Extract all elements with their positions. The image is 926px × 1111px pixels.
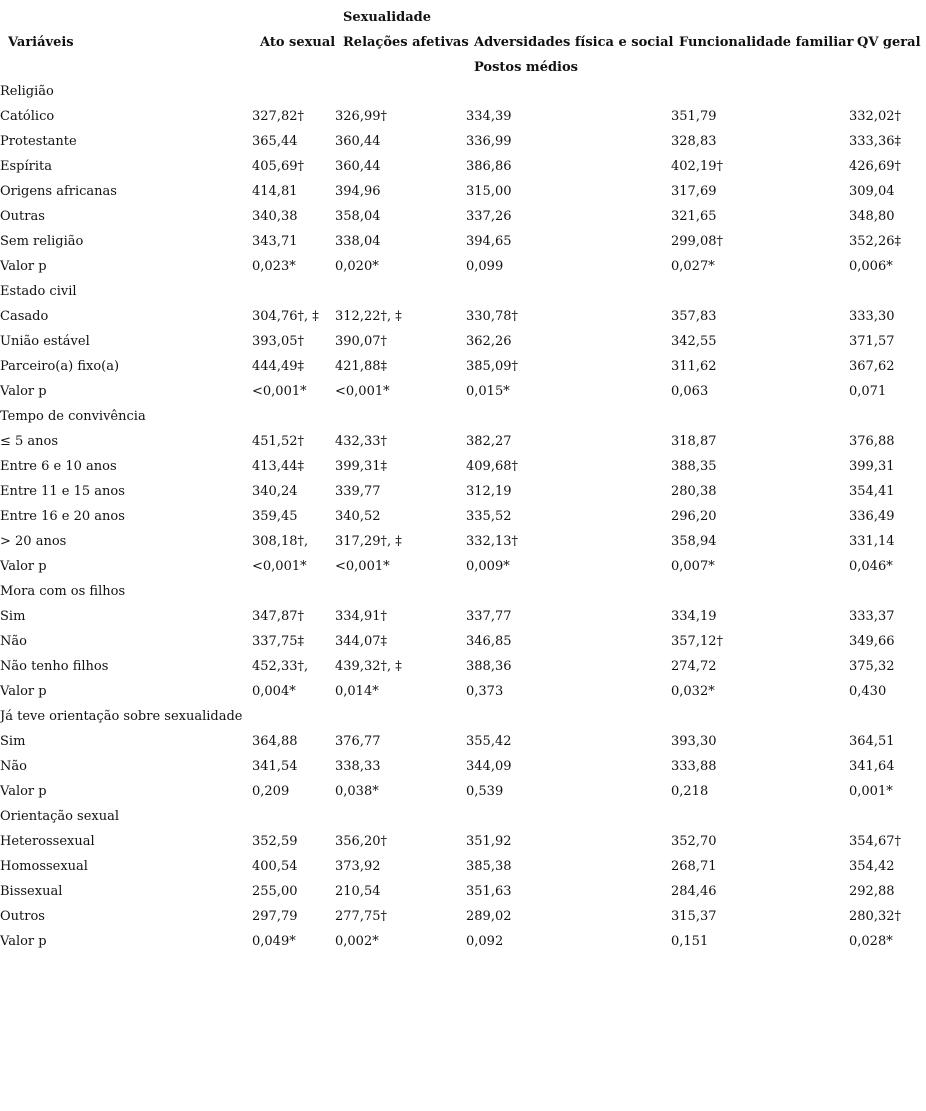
relacoes-afetivas-cell: 373,92 <box>335 859 381 874</box>
adversidades-cell: 337,26 <box>466 209 512 224</box>
adversidades-cell: 344,09 <box>466 759 512 774</box>
adversidades-cell: 394,65 <box>466 234 512 249</box>
row-label: > 20 anos <box>0 534 67 549</box>
funcionalidade-cell: 296,20 <box>671 509 717 524</box>
qv-geral-cell: 354,41 <box>849 484 895 499</box>
table-row <box>0 179 926 204</box>
empty-cell <box>466 579 671 604</box>
ato-sexual-cell: 341,54 <box>252 759 298 774</box>
header-relacoes-afetivas: Relações afetivas <box>343 35 469 50</box>
section-label: Religião <box>0 84 54 99</box>
table-row <box>0 904 926 929</box>
ato-sexual-cell: 393,05† <box>252 334 304 349</box>
funcionalidade-cell: 280,38 <box>671 484 717 499</box>
ato-sexual-cell: 452,33†, <box>252 659 309 674</box>
relacoes-afetivas-cell: 0,020* <box>335 259 379 274</box>
row-label: Valor p <box>0 784 47 799</box>
adversidades-cell: 351,92 <box>466 834 512 849</box>
ato-sexual-cell: 255,00 <box>252 884 298 899</box>
adversidades-cell: 409,68† <box>466 459 518 474</box>
qv-geral-cell: 354,67† <box>849 834 901 849</box>
table-row <box>0 929 926 954</box>
table-row <box>0 529 926 554</box>
section-row <box>0 804 926 829</box>
section-row <box>0 579 926 604</box>
row-label: Sim <box>0 734 26 749</box>
ato-sexual-cell: 0,004* <box>252 684 296 699</box>
funcionalidade-cell: 0,063 <box>671 384 709 399</box>
funcionalidade-cell: 274,72 <box>671 659 717 674</box>
funcionalidade-cell: 402,19† <box>671 159 723 174</box>
empty-cell <box>849 804 926 829</box>
funcionalidade-cell: 0,218 <box>671 784 709 799</box>
empty-cell <box>335 404 466 429</box>
funcionalidade-cell: 334,19 <box>671 609 717 624</box>
adversidades-cell: 386,86 <box>466 159 512 174</box>
table-row <box>0 754 926 779</box>
empty-cell <box>335 79 466 104</box>
relacoes-afetivas-cell: 344,07‡ <box>335 634 387 649</box>
adversidades-cell: 0,539 <box>466 784 504 799</box>
table-row <box>0 679 926 704</box>
qv-geral-cell: 426,69† <box>849 159 901 174</box>
funcionalidade-cell: 328,83 <box>671 134 717 149</box>
relacoes-afetivas-cell: 0,014* <box>335 684 379 699</box>
header-variaveis: Variáveis <box>8 35 74 50</box>
funcionalidade-cell: 352,70 <box>671 834 717 849</box>
qv-geral-cell: 332,02† <box>849 109 901 124</box>
section-row <box>0 79 926 104</box>
relacoes-afetivas-cell: 360,44 <box>335 134 381 149</box>
ato-sexual-cell: 0,209 <box>252 784 290 799</box>
relacoes-afetivas-cell: 210,54 <box>335 884 381 899</box>
table-row <box>0 104 926 129</box>
table-row <box>0 879 926 904</box>
relacoes-afetivas-cell: 356,20† <box>335 834 387 849</box>
ato-sexual-cell: 365,44 <box>252 134 298 149</box>
relacoes-afetivas-cell: <0,001* <box>335 384 390 399</box>
row-label: Origens africanas <box>0 184 117 199</box>
funcionalidade-cell: 0,151 <box>671 934 709 949</box>
funcionalidade-cell: 357,83 <box>671 309 717 324</box>
relacoes-afetivas-cell: 0,038* <box>335 784 379 799</box>
adversidades-cell: 346,85 <box>466 634 512 649</box>
adversidades-cell: 334,39 <box>466 109 512 124</box>
table-row <box>0 729 926 754</box>
funcionalidade-cell: 315,37 <box>671 909 717 924</box>
table-row <box>0 654 926 679</box>
qv-geral-cell: 349,66 <box>849 634 895 649</box>
row-label: Parceiro(a) fixo(a) <box>0 359 120 374</box>
table-row <box>0 154 926 179</box>
adversidades-cell: 0,099 <box>466 259 504 274</box>
funcionalidade-cell: 268,71 <box>671 859 717 874</box>
adversidades-cell: 385,38 <box>466 859 512 874</box>
qv-geral-cell: 399,31 <box>849 459 895 474</box>
adversidades-cell: 351,63 <box>466 884 512 899</box>
section-row <box>0 704 926 729</box>
adversidades-cell: 330,78† <box>466 309 518 324</box>
funcionalidade-cell: 357,12† <box>671 634 723 649</box>
row-label: Valor p <box>0 684 47 699</box>
header-funcionalidade: Funcionalidade familiar <box>679 35 854 50</box>
qv-geral-cell: 354,42 <box>849 859 895 874</box>
relacoes-afetivas-cell: 358,04 <box>335 209 381 224</box>
empty-cell <box>466 704 671 729</box>
ato-sexual-cell: 297,79 <box>252 909 298 924</box>
adversidades-cell: 388,36 <box>466 659 512 674</box>
table-row <box>0 779 926 804</box>
qv-geral-cell: 309,04 <box>849 184 895 199</box>
table-row <box>0 429 926 454</box>
relacoes-afetivas-cell: 399,31‡ <box>335 459 387 474</box>
ato-sexual-cell: 451,52† <box>252 434 304 449</box>
row-label: Espírita <box>0 159 52 174</box>
row-label: Não <box>0 634 27 649</box>
adversidades-cell: 336,99 <box>466 134 512 149</box>
empty-cell <box>671 704 849 729</box>
table-row <box>0 329 926 354</box>
ato-sexual-cell: 347,87† <box>252 609 304 624</box>
row-label: Protestante <box>0 134 77 149</box>
empty-cell <box>252 579 335 604</box>
adversidades-cell: 355,42 <box>466 734 512 749</box>
relacoes-afetivas-cell: 390,07† <box>335 334 387 349</box>
header-group-sexualidade: Sexualidade <box>343 10 432 25</box>
funcionalidade-cell: 311,62 <box>671 359 717 374</box>
row-label: Católico <box>0 109 55 124</box>
table-row <box>0 229 926 254</box>
row-label: Entre 11 e 15 anos <box>0 484 125 499</box>
row-label: Entre 16 e 20 anos <box>0 509 125 524</box>
row-label: Sim <box>0 609 26 624</box>
qv-geral-cell: 0,006* <box>849 259 893 274</box>
empty-cell <box>252 804 335 829</box>
funcionalidade-cell: 0,032* <box>671 684 715 699</box>
adversidades-cell: 337,77 <box>466 609 512 624</box>
adversidades-cell: 0,373 <box>466 684 504 699</box>
ato-sexual-cell: 340,38 <box>252 209 298 224</box>
empty-cell <box>466 804 671 829</box>
ato-sexual-cell: 343,71 <box>252 234 298 249</box>
table-row <box>0 129 926 154</box>
table-row <box>0 204 926 229</box>
relacoes-afetivas-cell: 339,77 <box>335 484 381 499</box>
relacoes-afetivas-cell: 312,22†, ‡ <box>335 309 402 324</box>
row-label: Outros <box>0 909 45 924</box>
funcionalidade-cell: 342,55 <box>671 334 717 349</box>
qv-geral-cell: 376,88 <box>849 434 895 449</box>
qv-geral-cell: 0,028* <box>849 934 893 949</box>
qv-geral-cell: 0,046* <box>849 559 893 574</box>
empty-cell <box>252 404 335 429</box>
section-label: Já teve orientação sobre sexualidade <box>0 709 243 724</box>
ato-sexual-cell: 0,023* <box>252 259 296 274</box>
section-row <box>0 279 926 304</box>
qv-geral-cell: 341,64 <box>849 759 895 774</box>
relacoes-afetivas-cell: 432,33† <box>335 434 387 449</box>
funcionalidade-cell: 321,65 <box>671 209 717 224</box>
relacoes-afetivas-cell: <0,001* <box>335 559 390 574</box>
section-label: Estado civil <box>0 284 77 299</box>
row-label: União estável <box>0 334 90 349</box>
ato-sexual-cell: 444,49‡ <box>252 359 304 374</box>
section-label: Orientação sexual <box>0 809 120 824</box>
relacoes-afetivas-cell: 421,88‡ <box>335 359 387 374</box>
table-row <box>0 604 926 629</box>
funcionalidade-cell: 284,46 <box>671 884 717 899</box>
row-label: Homossexual <box>0 859 88 874</box>
empty-cell <box>466 404 671 429</box>
ato-sexual-cell: <0,001* <box>252 559 307 574</box>
ato-sexual-cell: 304,76†, ‡ <box>252 309 319 324</box>
funcionalidade-cell: 0,027* <box>671 259 715 274</box>
empty-cell <box>335 704 466 729</box>
qv-geral-cell: 336,49 <box>849 509 895 524</box>
table-row <box>0 379 926 404</box>
table-row <box>0 554 926 579</box>
row-label: Sem religião <box>0 234 84 249</box>
qv-geral-cell: 333,37 <box>849 609 895 624</box>
ato-sexual-cell: 400,54 <box>252 859 298 874</box>
ato-sexual-cell: 340,24 <box>252 484 298 499</box>
funcionalidade-cell: 0,007* <box>671 559 715 574</box>
row-label: Não tenho filhos <box>0 659 109 674</box>
empty-cell <box>252 279 335 304</box>
adversidades-cell: 289,02 <box>466 909 512 924</box>
relacoes-afetivas-cell: 338,04 <box>335 234 381 249</box>
relacoes-afetivas-cell: 439,32†, ‡ <box>335 659 402 674</box>
row-label: Não <box>0 759 27 774</box>
header-adversidades: Adversidades física e social <box>474 35 674 50</box>
empty-cell <box>671 279 849 304</box>
section-row <box>0 404 926 429</box>
table-body <box>0 79 926 954</box>
empty-cell <box>849 404 926 429</box>
adversidades-cell: 0,092 <box>466 934 504 949</box>
empty-cell <box>849 79 926 104</box>
qv-geral-cell: 352,26‡ <box>849 234 901 249</box>
empty-cell <box>252 704 335 729</box>
table-row <box>0 254 926 279</box>
table-row <box>0 454 926 479</box>
funcionalidade-cell: 358,94 <box>671 534 717 549</box>
adversidades-cell: 332,13† <box>466 534 518 549</box>
relacoes-afetivas-cell: 326,99† <box>335 109 387 124</box>
empty-cell <box>466 279 671 304</box>
ato-sexual-cell: <0,001* <box>252 384 307 399</box>
empty-cell <box>335 804 466 829</box>
adversidades-cell: 0,009* <box>466 559 510 574</box>
ato-sexual-cell: 364,88 <box>252 734 298 749</box>
funcionalidade-cell: 333,88 <box>671 759 717 774</box>
table-row <box>0 854 926 879</box>
adversidades-cell: 382,27 <box>466 434 512 449</box>
relacoes-afetivas-cell: 0,002* <box>335 934 379 949</box>
qv-geral-cell: 280,32† <box>849 909 901 924</box>
relacoes-afetivas-cell: 360,44 <box>335 159 381 174</box>
qv-geral-cell: 0,071 <box>849 384 887 399</box>
ato-sexual-cell: 413,44‡ <box>252 459 304 474</box>
ato-sexual-cell: 327,82† <box>252 109 304 124</box>
qv-geral-cell: 292,88 <box>849 884 895 899</box>
relacoes-afetivas-cell: 317,29†, ‡ <box>335 534 402 549</box>
qv-geral-cell: 375,32 <box>849 659 895 674</box>
row-label: Outras <box>0 209 45 224</box>
row-label: Heterossexual <box>0 834 95 849</box>
table-row <box>0 829 926 854</box>
funcionalidade-cell: 351,79 <box>671 109 717 124</box>
ato-sexual-cell: 414,81 <box>252 184 298 199</box>
ato-sexual-cell: 352,59 <box>252 834 298 849</box>
table-row <box>0 629 926 654</box>
empty-cell <box>335 279 466 304</box>
relacoes-afetivas-cell: 277,75† <box>335 909 387 924</box>
empty-cell <box>671 579 849 604</box>
qv-geral-cell: 0,001* <box>849 784 893 799</box>
header-qv-geral: QV geral <box>857 35 921 50</box>
empty-cell <box>466 79 671 104</box>
qv-geral-cell: 348,80 <box>849 209 895 224</box>
data-table <box>0 79 926 954</box>
header-ato-sexual: Ato sexual <box>260 35 336 50</box>
adversidades-cell: 312,19 <box>466 484 512 499</box>
ato-sexual-cell: 0,049* <box>252 934 296 949</box>
adversidades-cell: 335,52 <box>466 509 512 524</box>
funcionalidade-cell: 388,35 <box>671 459 717 474</box>
ato-sexual-cell: 337,75‡ <box>252 634 304 649</box>
funcionalidade-cell: 317,69 <box>671 184 717 199</box>
qv-geral-cell: 333,36‡ <box>849 134 901 149</box>
empty-cell <box>849 704 926 729</box>
header-postos-medios: Postos médios <box>474 60 578 75</box>
section-label: Mora com os filhos <box>0 584 126 599</box>
funcionalidade-cell: 318,87 <box>671 434 717 449</box>
empty-cell <box>671 804 849 829</box>
table-row <box>0 304 926 329</box>
qv-geral-cell: 371,57 <box>849 334 895 349</box>
relacoes-afetivas-cell: 338,33 <box>335 759 381 774</box>
relacoes-afetivas-cell: 340,52 <box>335 509 381 524</box>
qv-geral-cell: 333,30 <box>849 309 895 324</box>
ato-sexual-cell: 308,18†, <box>252 534 309 549</box>
row-label: Valor p <box>0 384 47 399</box>
funcionalidade-cell: 393,30 <box>671 734 717 749</box>
adversidades-cell: 315,00 <box>466 184 512 199</box>
adversidades-cell: 362,26 <box>466 334 512 349</box>
row-label: Entre 6 e 10 anos <box>0 459 117 474</box>
table-row <box>0 504 926 529</box>
empty-cell <box>671 79 849 104</box>
adversidades-cell: 385,09† <box>466 359 518 374</box>
table-row <box>0 479 926 504</box>
section-label: Tempo de convivência <box>0 409 146 424</box>
qv-geral-cell: 331,14 <box>849 534 895 549</box>
qv-geral-cell: 367,62 <box>849 359 895 374</box>
relacoes-afetivas-cell: 334,91† <box>335 609 387 624</box>
empty-cell <box>252 79 335 104</box>
relacoes-afetivas-cell: 394,96 <box>335 184 381 199</box>
empty-cell <box>849 279 926 304</box>
row-label: Valor p <box>0 559 47 574</box>
relacoes-afetivas-cell: 376,77 <box>335 734 381 749</box>
row-label: Casado <box>0 309 49 324</box>
empty-cell <box>849 579 926 604</box>
row-label: ≤ 5 anos <box>0 434 59 449</box>
table-row <box>0 354 926 379</box>
row-label: Bissexual <box>0 884 63 899</box>
ato-sexual-cell: 405,69† <box>252 159 304 174</box>
qv-geral-cell: 0,430 <box>849 684 887 699</box>
qv-geral-cell: 364,51 <box>849 734 895 749</box>
empty-cell <box>335 579 466 604</box>
adversidades-cell: 0,015* <box>466 384 510 399</box>
ato-sexual-cell: 359,45 <box>252 509 298 524</box>
row-label: Valor p <box>0 259 47 274</box>
empty-cell <box>671 404 849 429</box>
row-label: Valor p <box>0 934 47 949</box>
funcionalidade-cell: 299,08† <box>671 234 723 249</box>
